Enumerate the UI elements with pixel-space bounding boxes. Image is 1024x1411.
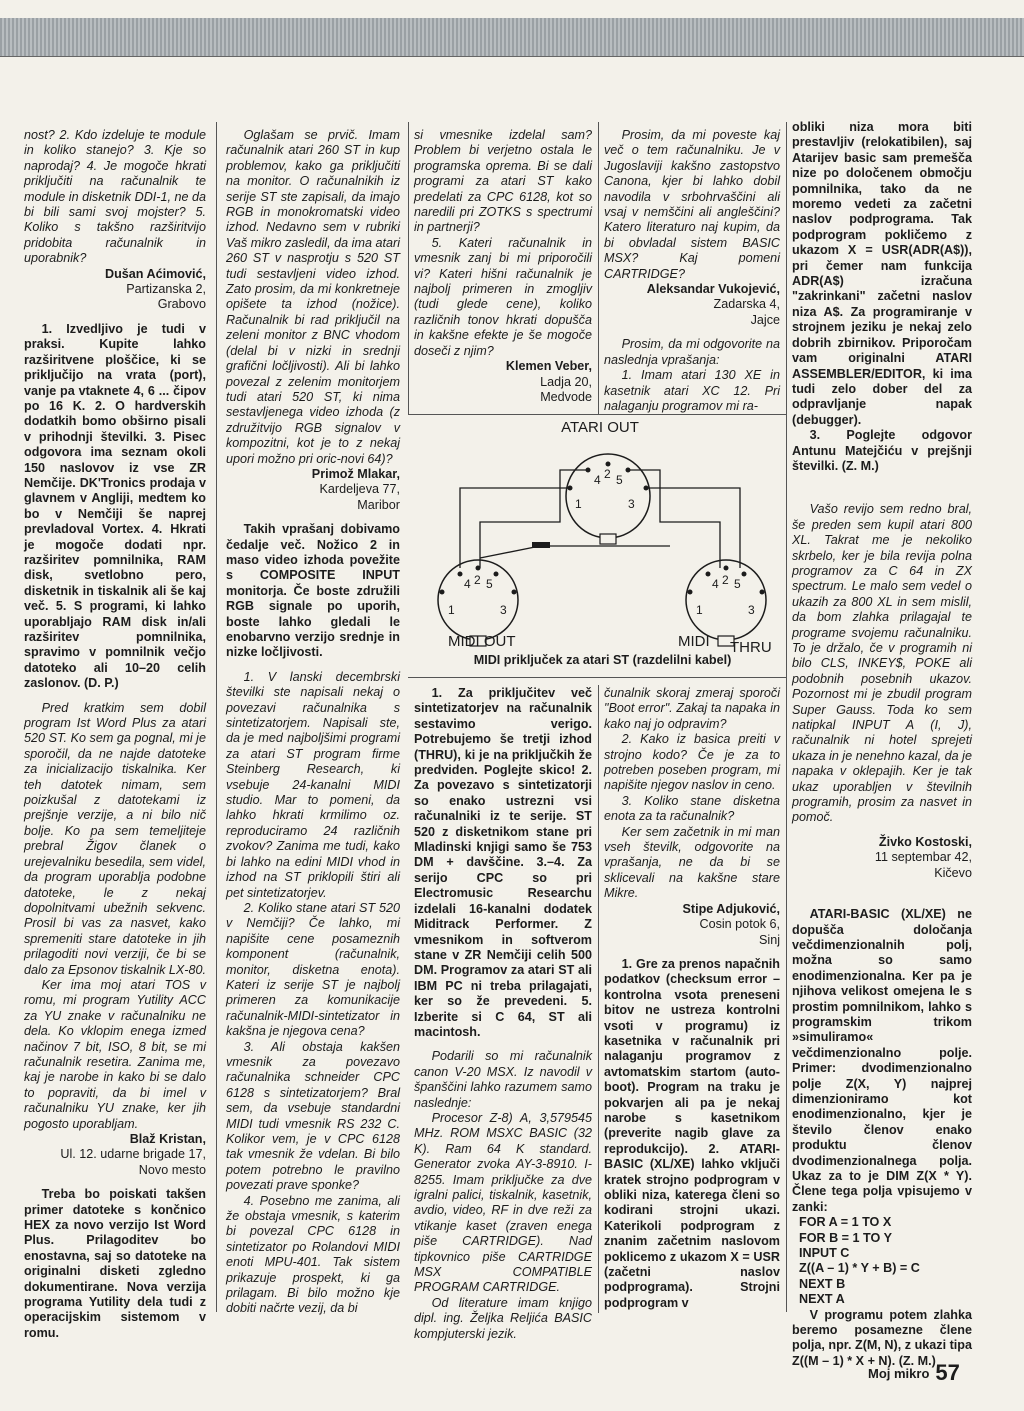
signature-city: Sinj [759,932,780,947]
letter-text: 2. Koliko stane atari ST 520 v Nemčiji? Če lahko, mi napišite cene posameznih komponent (računalnik, monitor, disketna enota). Kateri iz serije ST je najbolj primeren za komunikacije računalnik-MIDI-sintetizator in kakšna je njegova cena? [226,900,400,1039]
pin-label: 1 [575,497,582,511]
answer-text: 1. Gre za prenos napačnih podatkov (checksum error – kontrolna vsota preneseni bitov ne ustreza kontrolni vsoti v programu) iz kasetnika v računalnik pri nalaganju programov z avtomatskim startom (auto-boot). Program na traku je pokvarjen ali pa je nekaj narobe s kasetnikom (preverite nagib glave za reprodukcijo). 2. ATARI-BASIC (XL/XE) lahko vključi kratek strojno podprogram v obliki niza, katerega členi so kodirani strojni ukazi. Katerikoli podprogram z znanim začetnim naslovom poklicemo z ukazom X = USR (začetni naslov podprograma). Strojni podprogram v [604,956,780,1310]
signature-city: Jajce [750,312,780,327]
signature-city: Maribor [357,497,400,512]
pin-label: 5 [616,473,623,487]
code-line: INPUT C [792,1246,850,1261]
letter-text: Podarili so mi računalnik canon V-20 MSX. Iz navodil v španščini lahko razumem samo naslednje: [414,1049,592,1110]
column-5 [792,120,972,1368]
column-rule [598,122,599,414]
letter-text: 3. Ali obstaja kakšen vmesnik za povezavo računalnika schneider CPC 6128 s sintetizatorjem? Bral sem, da vsebuje standardni MIDI tudi vmesnik RS 232 C. Kolikor vem, je v CPC 6128 tak vmesnik že vdelan. Bi bilo potem potrebno le pravilno povezati prave sponke? [226,1039,400,1193]
column-3-bottom [414,686,592,1341]
letter-text: Procesor Z-8) A, 3,579545 MHz. ROM MSXC BASIC (32 K). Ram 64 K standard. Generator zvoka AY-3-8910. I-8255. Imam priključke za dve igralni palici, tiskalnik, kasetnik, avdio, video, RF in dve reži za vtikanje kaset (zraven enega piše CARTRIDGE). Nad tipkovnico piše CARTRIDGE MSX COMPATIBLE PROGRAM CARTRIDGE. [414,1110,592,1295]
page-footer [868,1360,960,1386]
column-rule [408,122,409,414]
pin-label: 4 [464,577,471,591]
letter-text: Vašo revijo sem redno bral, še preden sem kupil atari 800 XL. Takrat me je nekoliko skrbelo, ker je bila revija polna programov za C 64 in ZX spectrum. Le malo sem vedel o ukazih za 800 XL in sem mislil, da bom zlahka prilagajal te programe svojemu računalniku. To je držalo, če v programih ni bilo CLS, INKEY$, POKE ali podobnih posebnih ukazov. Pozornost mi je zbudil program Super Gauss. Toda ko sem natipkal INPUT A (I, J), računalnik ni hotel sprejeti ukaza in je nenehno kazal, da je napaka v oklepajih. Ker je tak ukaz uporabljen v številnih programih, prosim za nasvet in pomoč. [792,502,972,825]
diagram-label-thru: THRU [730,639,772,656]
column-rule [786,122,787,1312]
signature-name: Stipe Adjuković, [682,901,780,916]
diagram-label-midi: MIDI [678,633,710,650]
signature-name: Blaž Kristan, [129,1132,206,1146]
letter-text: čunalnik skoraj zmeraj sporoči "Boot error". Zakaj ta napaka in kako naj jo odpravim? [604,686,780,731]
letter-text: Ker ima moj atari TOS v romu, mi program Yutility ACC za YU znake v računalniku ne dela. Ko vklopim enega izmed načinov 7 bit, ISO, 8 bit, se mi računalnik resetira. Zanima me, kaj je narobe in kako bi se dalo to popraviti, da bi imel v računalniku YU znake, ker jih pogosto uporabljam. [24,977,206,1131]
letter-text: 1. V lanski decembrski številki ste napisali nekaj o povezavi računalnika s sintetizatorjem. Napisali ste, da je med najboljšimi programi za atari ST program firme Steinberg Research, ki vsebuje 24-kanalni MIDI studio. Mar to pomeni, da lahko hkrati krmilimo oz. reproduciramo 24 različnih zvokov? Zanima me tudi, kako bi lahko na edini MIDI vhod in izhod na ST priklopili štiri ali pet sintetizatorjev. [226,669,400,900]
signature-city: Medvode [540,389,592,404]
signature-address: Cosin potok 6, [699,917,780,932]
signature-address: Ul. 12. udarne brigade 17, [60,1147,206,1162]
signature-address: Kardeljeva 77, [319,482,400,497]
signature-name: Dušan Aćimović, [104,266,206,281]
signature-name: Živko Kostoski, [878,834,972,849]
letter-text: Prosim, da mi poveste kaj več o tem računalniku. Je v Jugoslaviji kakšno zastopstvo Canona, kjer bi lahko dobil navodila v srbohrvaščini ali vsaj v nemščini ali angleščini? Katero literaturo naj kupim, da bi obvladal sistem BASIC MSX? Kaj pomeni CARTRIDGE? [604,128,780,281]
column-4-bottom [604,686,780,1316]
code-line: NEXT A [792,1292,845,1307]
letter-text: 3. Koliko stane disketna enota za ta računalnik? [604,793,780,824]
pin-label: 2 [474,573,481,587]
signature-address: Zadarska 4, [713,297,780,312]
letter-text: 2. Kako iz basica preiti v strojno kodo? Če je za to potreben poseben program, mi napišite njegov naslov in ceno. [604,732,780,793]
signature-name: Primož Mlakar, [311,466,400,481]
signature-address: Ladja 20, [540,374,592,389]
top-banner-stripe [0,18,1024,57]
letter-text: Oglašam se prvič. Imam računalnik atari 260 ST in kup problemov, kako ga priključiti na monitor. O računalnikih iz serije ST ste zapisali, da imajo RGB in monokromatski video izhod. Nedavno sem v rubriki Vaš mikro zasledil, da ima atari 260 ST v nasprotju s 520 ST tudi sestavljeni video izhod. Zato prosim, da mi konkretneje opišete ta izhod (nožice). Računalnik bi rad priključil na zeleni monitor z BNC vhodom (delal bi v nizki in srednji grafični ločljivosti). Ali bi lahko povezal z zelenim monitorjem tudi atari 520 ST, ki nima sestavljenega video izhoda (z združitvijo RGB signalov v kompozitni, kot je to z nekaj upori možno pri oric-novi 64)? [226,128,400,466]
pin-label: 2 [722,573,729,587]
code-line: FOR A = 1 TO X [792,1215,892,1230]
signature-city: Kičevo [934,865,972,880]
ground-junction [532,542,550,548]
answer-text: Takih vprašanj dobivamo čedalje več. Nožico 2 in maso video izhoda povežite s COMPOSITE INPUT monitorja. Če boste združili RGB signale po uporih, boste lahko gledali le enobarvno verzijo srednje in nizke ločljivosti. [226,522,400,660]
code-line: FOR B = 1 TO Y [792,1230,892,1245]
signature-name: Aleksandar Vukojević, [646,282,780,297]
midi-connector-diagram [420,418,780,670]
pin-label: 3 [500,603,507,617]
pin-label: 4 [594,473,601,487]
diagram-label-midi-out: MIDI OUT [448,633,516,650]
answer-text: 1. Izvedljivo je tudi v praksi. Kupite lahko razširitvene ploščice, ki se priključijo na vrata (port), vanje pa vtaknete 4, 6 ... čipov po 16 K. 2. O hardverskih dodatkih bomo obširno pisali v prihodnji številki. 3. Pisec odgovora ima seznam okoli 150 naslovov iz vse ZR Nemčije. DK'Tronics prodaja v glavnem v Angliji, medtem ko bo v Nemčiji še naprej prevladoval Vortex. 4. Hkrati je mogoče dodati npr. razširitev pomnilnika, RAM disk, svetlobno pero, disketnik in tiskalnik ali še kaj več. 5. S programi, ki lahko uporabljajo RAM disk in/ali razširitev pomnilnika, spravimo v pomnilnik večjo datoteko ali 10–20 celih zaslonov. (D. P.) [24,321,206,691]
row-rule [408,677,786,678]
signature-city: Grabovo [157,297,206,312]
pin-label: 2 [604,467,611,481]
letter-text: Ker sem začetnik in mi man vseh številk, odgovorite na vprašanja, ne da bi se sklicevali na kakšne stare Mikre. [604,824,780,901]
diagram-caption: MIDI priključek za atari ST (razdelilni kabel) [473,653,732,667]
code-line: NEXT B [792,1276,846,1291]
signature-city: Novo mesto [138,1162,206,1177]
pin-label: 1 [696,603,703,617]
pin-label: 3 [628,497,635,511]
letter-text: 5. Kateri računalnik in vmesnik zanj bi mi priporočili vi? Kateri hišni računalnik je najbolj primeren in zmogljiv (tudi glede cene), koliko različnih tonov hkrati dopušča in kakšne efekte je še mogoče doseči z njim? [414,235,592,358]
pin-label: 4 [712,577,719,591]
letter-text: Prosim, da mi odgovorite na naslednja vprašanja: [604,337,780,367]
letter-text: 1. Imam atari 130 XE in kasetnik atari XC 12. Pri nalaganju programov mi ra- [604,368,780,413]
diagram-label-atari-out: ATARI OUT [561,419,639,436]
column-3-top [414,128,592,410]
letter-text: 4. Posebno me zanima, ali že obstaja vmesnik, s katerim bi povezal CPC 6128 in sintetizator po Rolandovi MIDI enoti MPU-401. Tak sistem prikazuje prospekt, ki ga prilagam. Bi bilo možno kje dobiti načrte vezij, da bi [226,1193,400,1316]
column-rule [216,122,217,1312]
column-1 [24,128,207,1340]
pin-label: 1 [448,603,455,617]
din-connector-atari-out [566,454,650,544]
column-rule [598,685,599,1313]
code-line: Z((A – 1) * Y + B) = C [792,1261,920,1276]
pin-label: 5 [486,577,493,591]
answer-text: 1. Za priključitev več sintetizatorjev na računalnik sestavimo verigo. Potrebujemo še tretji izhod (THRU), ki je na priključkih že predviden. Poglejte skico! 2. Za povezavo s sintetizatorji so enako ustrezni vsi računalniki iz te serije. ST 520 z disketnikom stane pri Mladinski knjigi samo še 753 DM + davščine. 3.–4. Za serijo CPC so pri Electromusic Researchu izdelali 16-kanalni dodatek Miditrack Performer. Z vmesnikom in softverom stane v ZR Nemčiji celih 500 DM. Programov za atari ST ali IBM PC ni treba prilagajati, ker so že prevedeni. 5. Izberite si C 64, ST ali macintosh. [414,686,592,1039]
pin-label: 3 [748,603,755,617]
page-number: 57 [935,1360,960,1385]
column-2 [226,128,400,1318]
column-4-top [604,128,780,413]
answer-text: V programu potem zlahka beremo posamezne člene polja, npr. Z(M, N), z ukazi tipa Z((M – 1) * X + N). (Z. M.) [792,1307,972,1368]
magazine-name: Moj mikro [868,1366,930,1381]
answer-text: obliki niza mora biti prestavljiv (relokatibilen), saj Atarijev basic sam premešča nize po določenem območju pomnilnika, tako da ne moremo vedeti za začetni naslov podprograma. Tak podprogram pokličemo z ukazom X = USR(ADR(A$)), pri čemer nam funkcija ADR(A$) izračuna "zakrinkani" začetni naslov niza A$. Za programiranje v strojnem jeziku je nekaj zelo dobrih zbirnikov. Priporočam vam originalni ATARI ASSEMBLER/EDITOR, ki ima tudi zelo dober del za odpravljanje napak (debugger). [792,120,972,427]
signature-address: Partizanska 2, [126,282,206,297]
answer-text: 3. Poglejte odgovor Antunu Matejčiću v prejšnji številki. (Z. M.) [792,428,972,473]
letter-text: nost? 2. Kdo izdeluje te module in koliko stanejo? 3. Kje so naprodaj? 4. Je mogoče hkrati priključiti na računalnik te module in disketnik DDI-1, ne da bi bili sami svoj mojster? 5. Koliko s takšno razširitvijo pridobita računalnik in uporabnik? [24,128,207,266]
answer-text: Treba bo poiskati takšen primer datoteke s končnico HEX za novo verzijo Ist Word Plus. Prilagoditev bo enostavna, saj so datoteke na originalni disketi zgledno dokumentirane. Nova verzija programa Yutility dela tudi z operacijskim sistemom v romu. [24,1187,206,1340]
signature-address: 11 septembar 42, [874,850,972,865]
letter-text: si vmesnike izdelal sam? Problem bi verjetno ostala le programska oprema. Bi se dali programi za atari ST kako predelati za CPC 6128, kot so naredili pri ZOTKS s spectrumi in partnerji? [414,128,592,235]
signature-name: Klemen Veber, [505,359,592,374]
answer-text: ATARI-BASIC (XL/XE) ne dopušča določanja večdimenzionalnih polj, možna so samo enodimenzionalna. Ker pa je njihova velikost omejena le s prostim pomnilnikom, lahko s programskim trikom »simuliramo« večdimenzionalno polje. Primer: dvodimenzionalno polje Z(X, Y) najprej dimenzioniramo kot enodimenzionalno, kjer je število členov enako produktu členov dvodimenzionalnega polja. Ukaz za to je DIM Z(X * Y). Člene tega polja vpisujemo v zanki: [792,907,972,1214]
letter-text: Od literature imam knjigo dipl. ing. Željka Reljića BASIC kompjuterski jezik. [414,1295,592,1341]
pin-label: 5 [734,577,741,591]
letter-text: Pred kratkim sem dobil program Ist Word Plus za atari 520 ST. Ko sem ga pognal, mi je sporočil, da ne najde datoteke za inicializacijo tiskalnika. Ker teh datotek nimam, sem poizkušal z datotekami iz prejšnje verzije, a ni bilo nič bolje. Ko pa sem temeljiteje prebral Žigov članek o urejevalniku besedila, sem videl, da program uporablja podobne datoteke, le z nekaj dopolnitvami ubežnih sekvenc. Prosil bi vas za nasvet, kako spremeniti stare datoteke in jih prilagoditi novi verziji, če bi se dalo za Epsonov tiskalnik LX-80. [24,700,207,977]
